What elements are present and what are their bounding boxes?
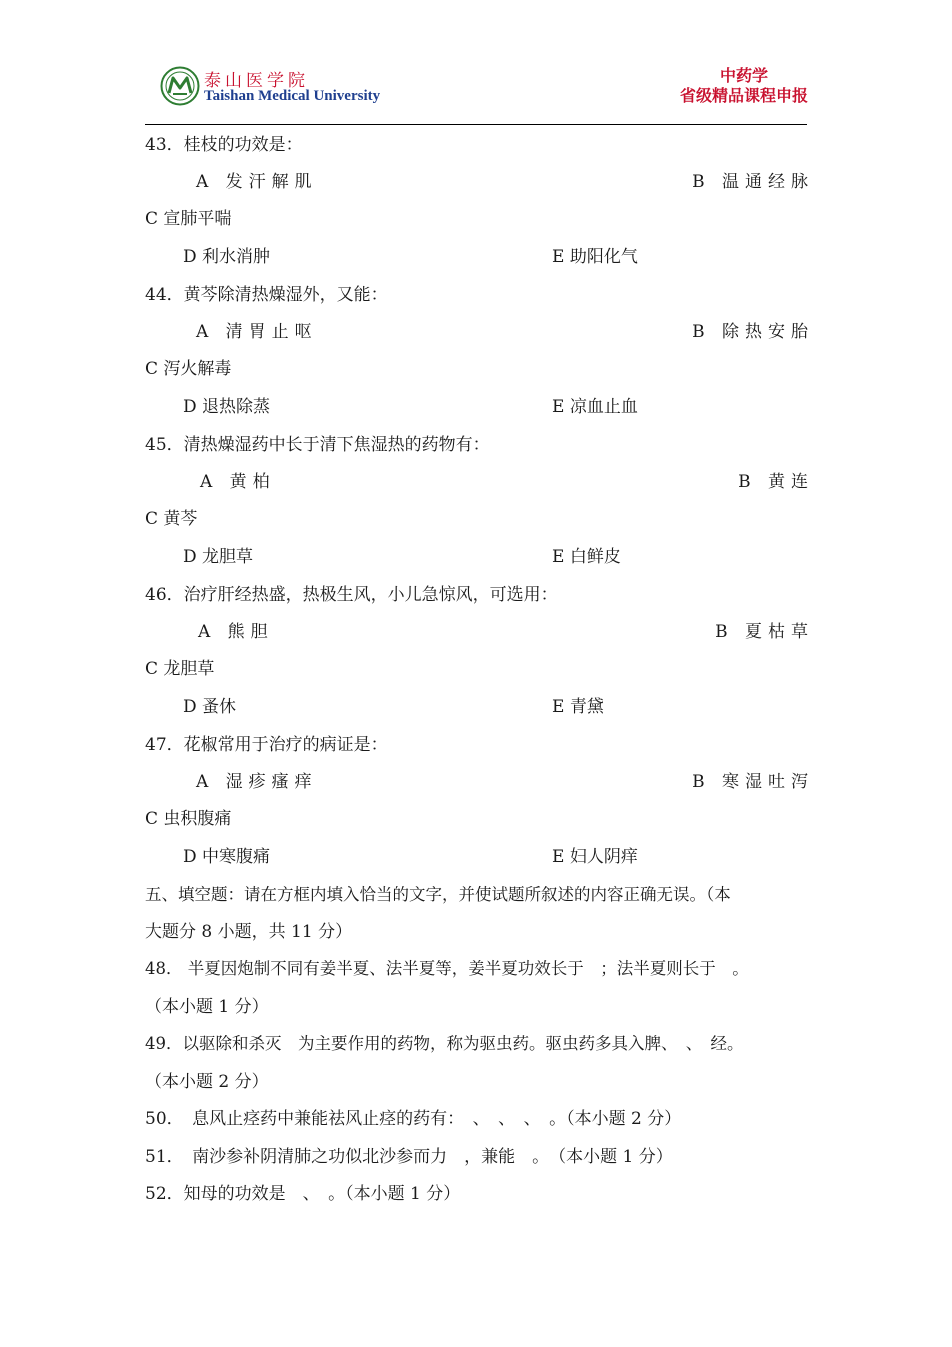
course-title-line1: 中药学 bbox=[719, 66, 768, 85]
question-43-option-a: A 发汗解肌 bbox=[196, 172, 318, 192]
question-43-stem: 43．桂枝的功效是： bbox=[145, 135, 303, 155]
question-43-option-b: B 温通经脉 bbox=[692, 172, 814, 192]
question-46-option-d: D 蚤休 bbox=[183, 697, 237, 717]
question-45-option-e: E 白鲜皮 bbox=[552, 547, 621, 567]
question-43-option-c: C 宣肺平喘 bbox=[145, 209, 232, 229]
section-5-heading-line1: 五、填空题：请在方框内填入恰当的文字，并使试题所叙述的内容正确无误。（本 bbox=[145, 885, 731, 904]
school-name-en: Taishan Medical University bbox=[204, 88, 381, 104]
course-title bbox=[680, 66, 808, 106]
question-47-stem: 47．花椒常用于治疗的病证是： bbox=[145, 735, 388, 755]
question-47-option-c: C 虫积腹痛 bbox=[145, 809, 232, 829]
question-44-option-a: A 清胃止呕 bbox=[196, 322, 318, 342]
question-51: 51． 南沙参补阴清肺之功似北沙参而力 ，兼能 。 （本小题 1 分） bbox=[145, 1147, 673, 1167]
question-44-option-b: B 除热安胎 bbox=[692, 322, 814, 342]
question-45-option-d: D 龙胆草 bbox=[183, 547, 254, 567]
question-46-option-a: A 熊胆 bbox=[198, 622, 274, 642]
question-44-option-e: E 凉血止血 bbox=[552, 397, 638, 417]
question-46-option-c: C 龙胆草 bbox=[145, 659, 215, 679]
question-49-line1: 49．以驱除和杀灭 为主要作用的药物，称为驱虫药。驱虫药多具入脾、 、 经。 bbox=[145, 1034, 744, 1053]
page-header bbox=[160, 64, 808, 124]
course-title-line2: 省级精品课程申报 bbox=[679, 86, 808, 105]
question-47-option-b: B 寒湿吐泻 bbox=[692, 772, 814, 792]
school-name-cn: 泰山医学院 bbox=[204, 71, 309, 91]
question-47-option-e: E 妇人阴痒 bbox=[552, 847, 638, 867]
question-49-line2: （本小题 2 分） bbox=[145, 1072, 269, 1092]
question-44-option-c: C 泻火解毒 bbox=[145, 359, 232, 379]
question-48-line2: （本小题 1 分） bbox=[145, 997, 269, 1017]
question-45-stem: 45．清热燥湿药中长于清下焦湿热的药物有： bbox=[145, 435, 490, 455]
question-45-option-a: A 黄柏 bbox=[200, 472, 276, 492]
question-52: 52．知母的功效是 、 。（本小题 1 分） bbox=[145, 1184, 461, 1204]
question-48-line1: 48． 半夏因炮制不同有姜半夏、法半夏等，姜半夏功效长于 ；法半夏则长于 。 bbox=[145, 959, 749, 978]
question-44-stem: 44．黄芩除清热燥湿外，又能： bbox=[145, 285, 388, 305]
question-45-option-c: C 黄芩 bbox=[145, 509, 198, 529]
university-logo-icon bbox=[160, 66, 200, 106]
question-45-option-b: B 黄连 bbox=[738, 472, 814, 492]
header-divider bbox=[145, 124, 807, 125]
question-46-option-b: B 夏枯草 bbox=[715, 622, 814, 642]
question-43-option-d: D 利水消肿 bbox=[183, 247, 271, 267]
question-44-option-d: D 退热除蒸 bbox=[183, 397, 271, 417]
question-46-stem: 46．治疗肝经热盛，热极生风，小儿急惊风，可选用： bbox=[145, 585, 558, 605]
question-46-option-e: E 青黛 bbox=[552, 697, 604, 717]
question-43-option-e: E 助阳化气 bbox=[552, 247, 638, 267]
question-47-option-d: D 中寒腹痛 bbox=[183, 847, 271, 867]
question-50: 50． 息风止痉药中兼能祛风止痉的药有： 、 、 、 。（本小题 2 分） bbox=[145, 1109, 682, 1129]
section-5-heading-line2: 大题分 8 小题，共 11 分） bbox=[145, 922, 353, 942]
question-47-option-a: A 湿疹瘙痒 bbox=[196, 772, 318, 792]
